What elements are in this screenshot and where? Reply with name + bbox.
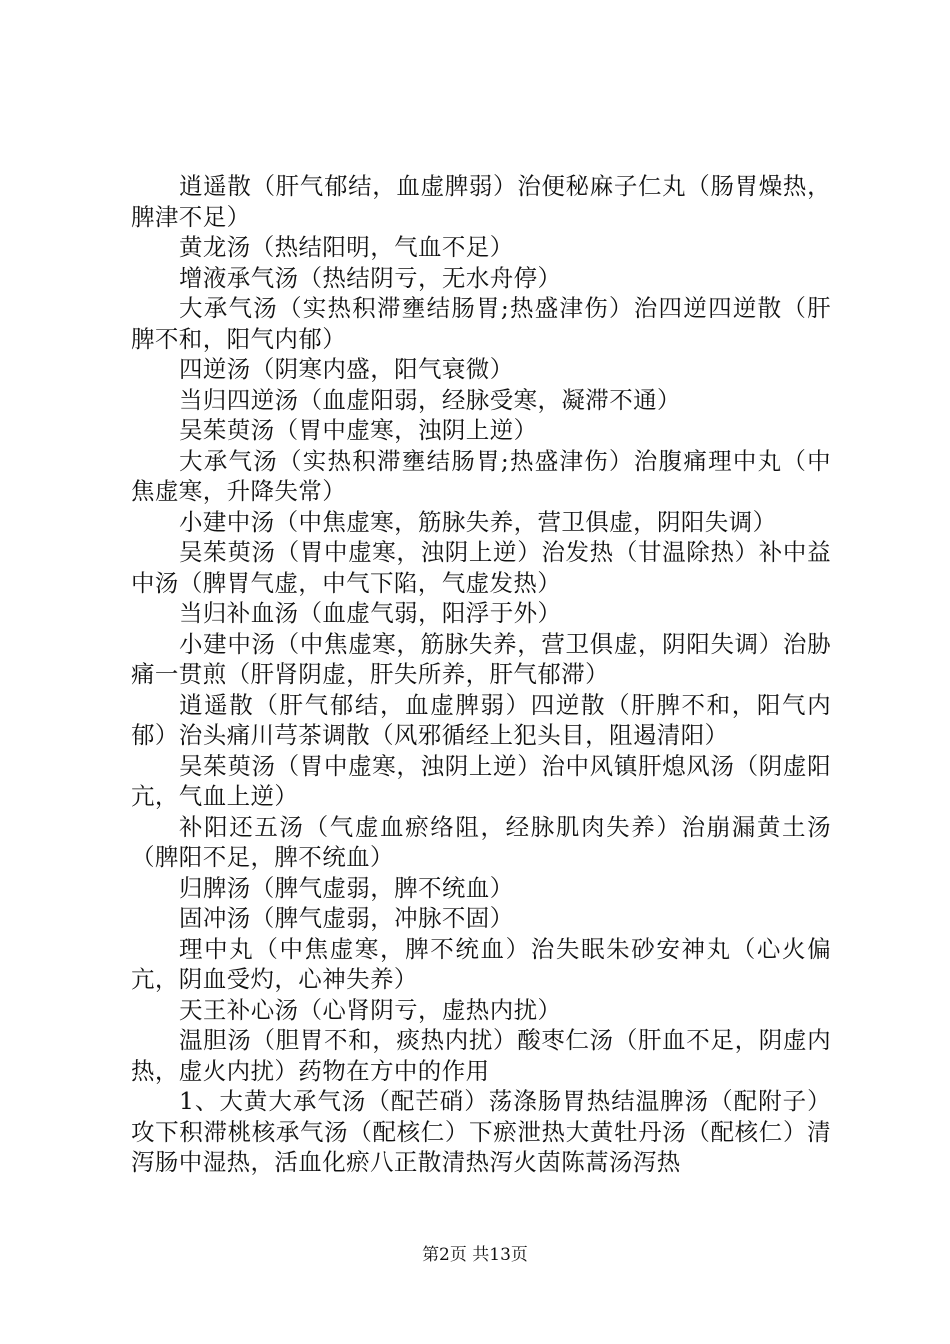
paragraph: 补阳还五汤（气虚血瘀络阻，经脉肌肉失养）治崩漏黄土汤（脾阳不足，脾不统血） <box>131 812 831 871</box>
paragraph: 1、大黄大承气汤（配芒硝）荡涤肠胃热结温脾汤（配附子）攻下积滞桃核承气汤（配核仁）下瘀泄热大黄牡丹汤（配核仁）清泻肠中湿热，活血化瘀八正散清热泻火茵陈蒿汤泻热 <box>131 1087 831 1176</box>
paragraph: 吴茱萸汤（胃中虚寒，浊阴上逆）治发热（甘温除热）补中益中汤（脾胃气虚，中气下陷，气虚发热） <box>131 538 831 597</box>
paragraph: 四逆汤（阴寒内盛，阳气衰微） <box>179 355 514 383</box>
paragraph: 黄龙汤（热结阳明，气血不足） <box>179 233 514 261</box>
paragraph: 温胆汤（胆胃不和，痰热内扰）酸枣仁汤（肝血不足，阴虚内热，虚火内扰）药物在方中的作用 <box>131 1026 831 1085</box>
paragraph: 吴茱萸汤（胃中虚寒，浊阴上逆）治中风镇肝熄风汤（阴虚阳亢，气血上逆） <box>131 751 831 810</box>
paragraph: 增液承气汤（热结阴亏，无水舟停） <box>179 263 562 292</box>
paragraph: 小建中汤（中焦虚寒，筋脉失养，营卫俱虚，阴阳失调） <box>179 507 777 536</box>
document-body <box>131 171 831 1178</box>
page-number-label: 第2页 共13页 <box>422 1245 528 1265</box>
paragraph: 大承气汤（实热积滞壅结肠胃;热盛津伤）治四逆四逆散（肝脾不和，阳气内郁） <box>131 294 831 353</box>
paragraph: 逍遥散（肝气郁结，血虚脾弱）四逆散（肝脾不和，阳气内郁）治头痛川芎茶调散（风邪循经上犯头目，阻遏清阳） <box>131 690 831 749</box>
paragraph: 小建中汤（中焦虚寒，筋脉失养，营卫俱虚，阴阳失调）治胁痛一贯煎（肝肾阴虚，肝失所养，肝气郁滞） <box>131 629 831 688</box>
page-footer <box>0 1244 950 1266</box>
paragraph: 当归四逆汤（血虚阳弱，经脉受寒，凝滞不通） <box>179 385 681 414</box>
paragraph: 逍遥散（肝气郁结，血虚脾弱）治便秘麻子仁丸（肠胃燥热，脾津不足） <box>131 172 831 231</box>
paragraph: 天王补心汤（心肾阴亏，虚热内扰） <box>179 995 562 1024</box>
paragraph: 当归补血汤（血虚气弱，阳浮于外） <box>179 599 562 627</box>
paragraph: 吴茱萸汤（胃中虚寒，浊阴上逆） <box>179 416 538 444</box>
paragraph: 归脾汤（脾气虚弱，脾不统血） <box>179 873 514 902</box>
paragraph: 理中丸（中焦虚寒，脾不统血）治失眠朱砂安神丸（心火偏亢，阴血受灼，心神失养） <box>131 934 831 993</box>
paragraph: 固冲汤（脾气虚弱，冲脉不固） <box>179 904 514 932</box>
paragraph: 大承气汤（实热积滞壅结肠胃;热盛津伤）治腹痛理中丸（中焦虚寒，升降失常） <box>131 446 831 505</box>
